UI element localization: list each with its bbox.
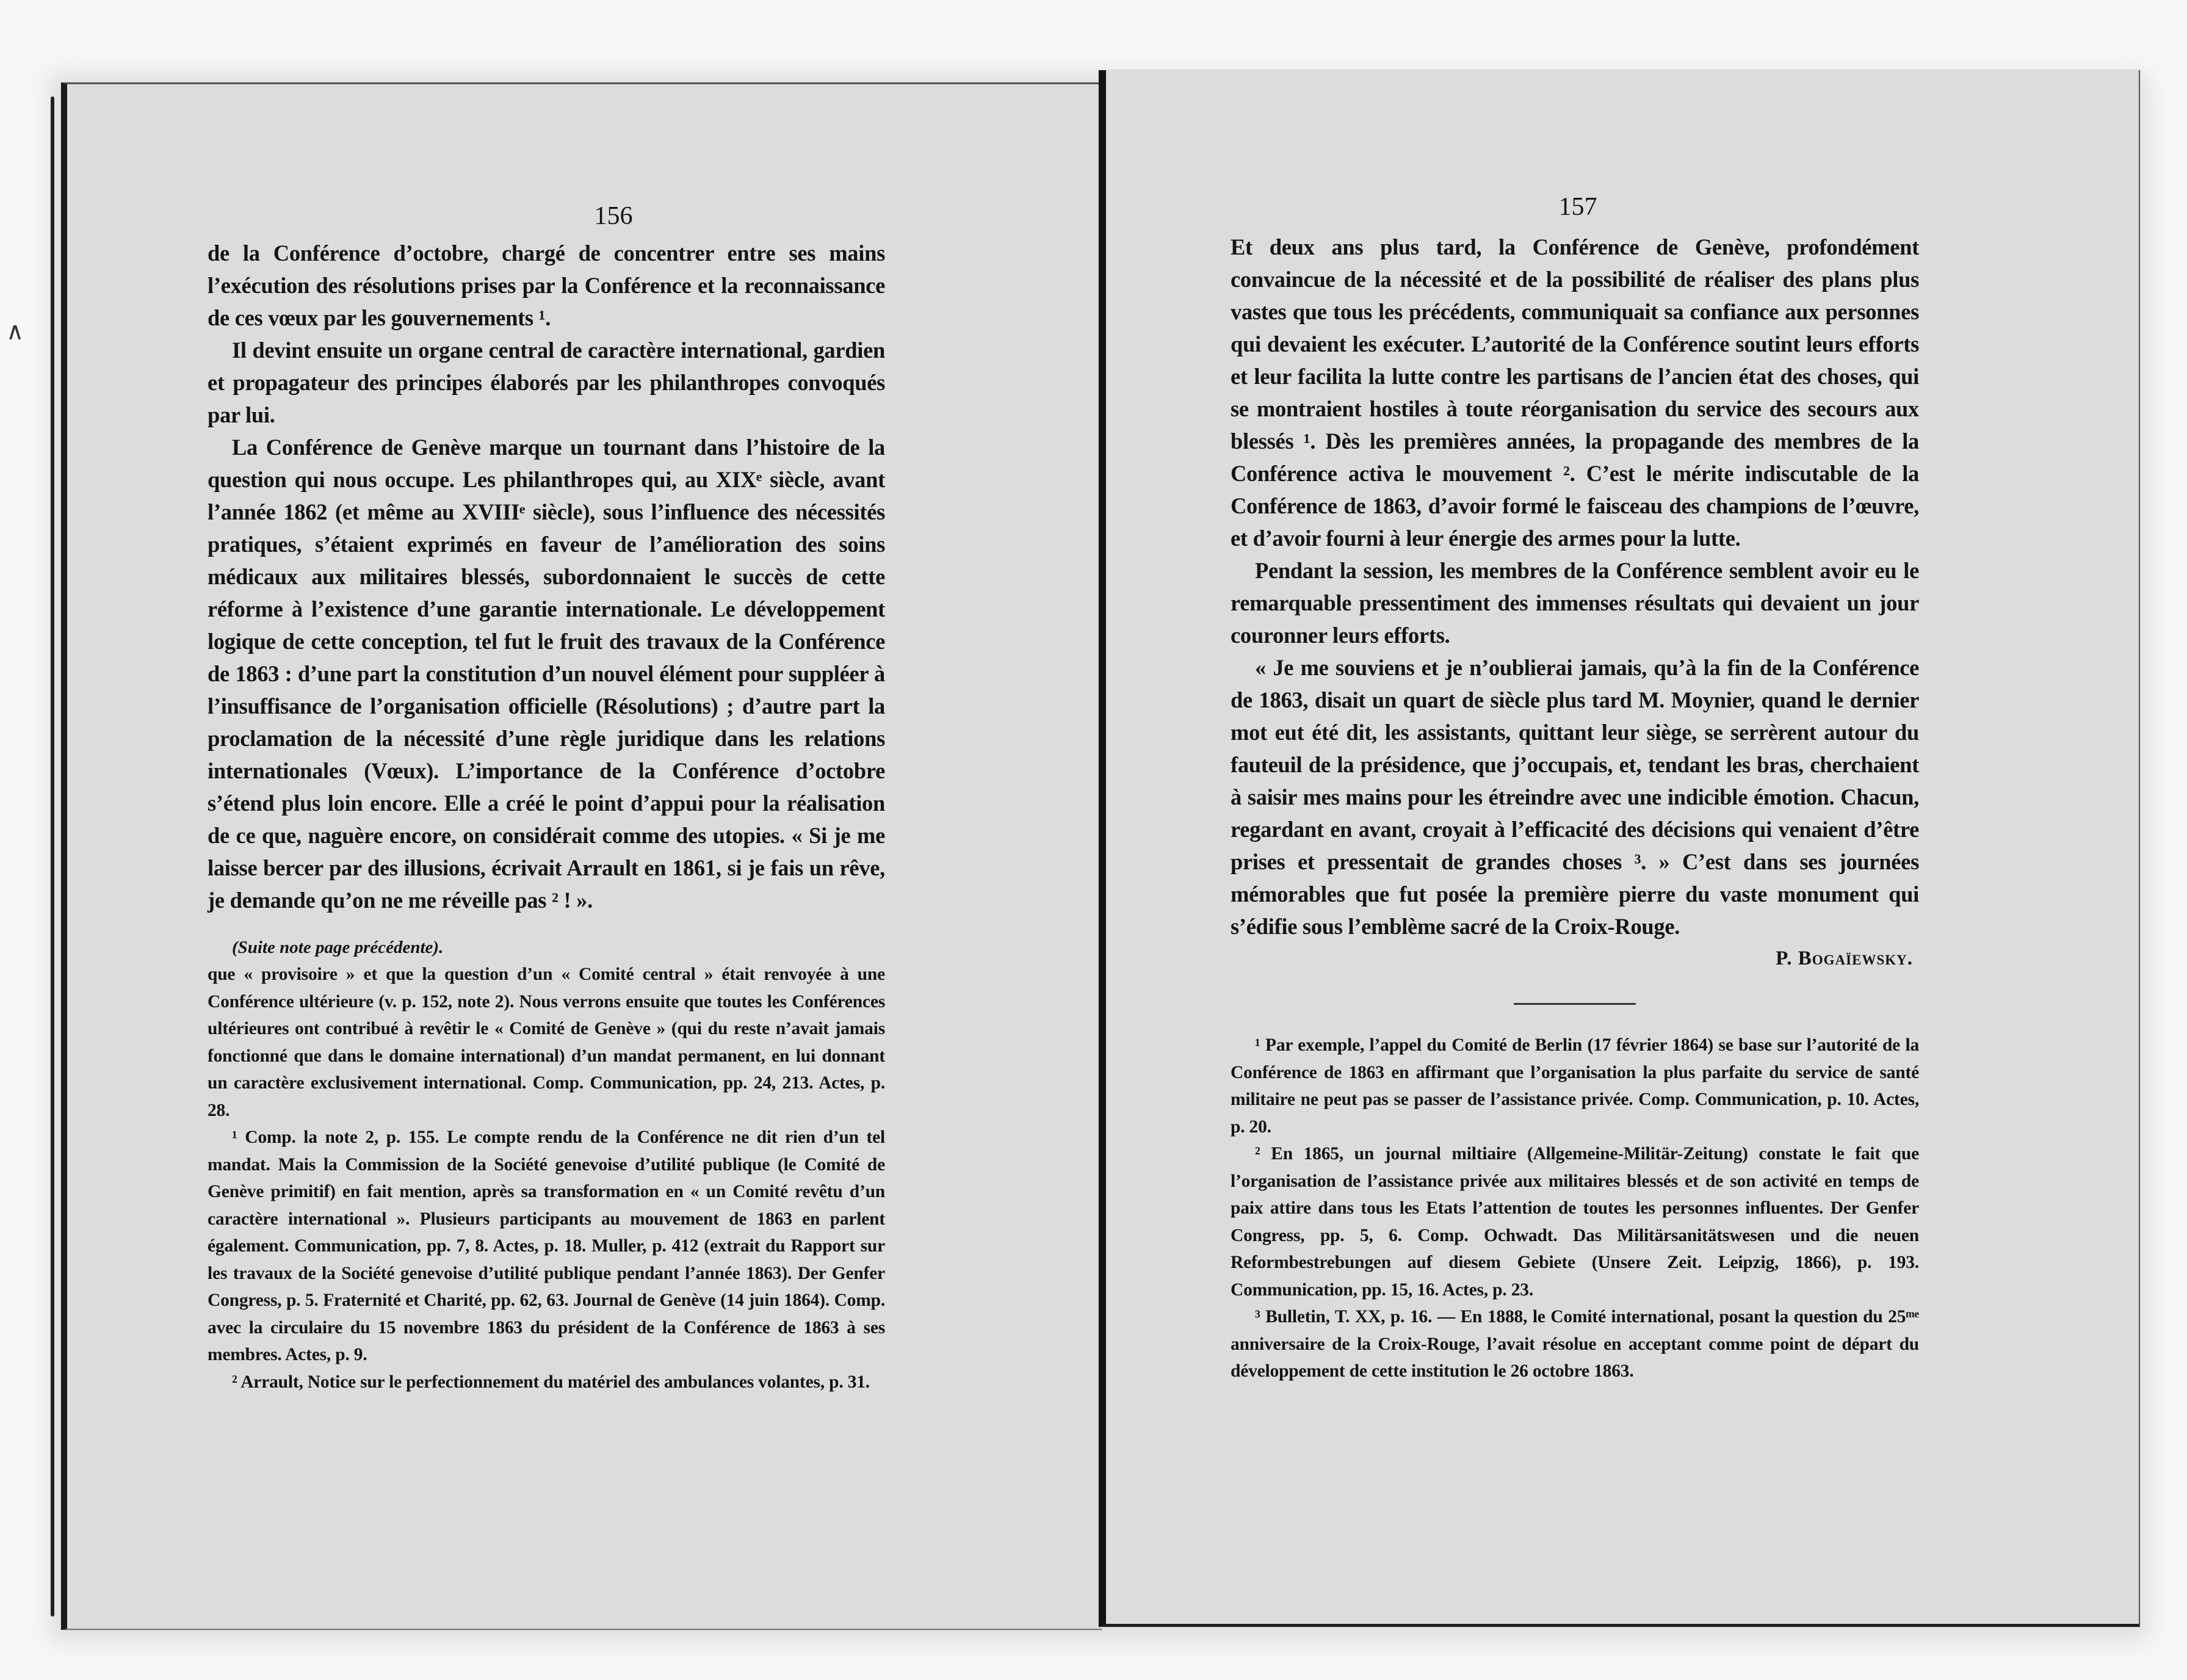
left-body [208, 237, 885, 916]
right-note-3: ³ Bulletin, T. XX, p. 16. — En 1888, le Comité international, posant la question du 25ᵐᵉ anniversaire de la Croix-Rouge, l’avait résolue en acceptant comme point de départ du développement de cette institution le 26 octobre 1863. [1231, 1307, 1919, 1381]
right-body [1231, 231, 1919, 970]
right-page-number: 157 [1558, 193, 1597, 221]
left-page-number: 156 [594, 202, 633, 230]
right-footnotes [1231, 1032, 1919, 1385]
right-paragraph-3: « Je me souviens et je n’oublierai jamais, qu’à la fin de la Conférence de 1863, disait un quart de siècle plus tard M. Moynier, quand le dernier mot eut été dit, les assistants, quittant leur siège, se serrèrent autour du fauteuil de la présidence, que j’occupais, et, tendant les bras, cherchaient à saisir mes mains pour les étreindre avec une indicible émotion. Chacun, regardant en avant, croyait à l’efficacité des décisions qui venaient d’être prises et pressentait de grandes choses ³. » C’est dans ses journées mémorables que fut posée la première pierre du vaste monument qui s’édifie sous l’emblème sacré de la Croix-Rouge. [1231, 655, 1919, 939]
right-note-1: ¹ Par exemple, l’appel du Comité de Berlin (17 février 1864) se base sur l’autorité de la Conférence de 1863 en affirmant que l’organisation la plus parfaite du service de santé militaire ne peut pas se passer de l’assistance privée. Comp. Communication, p. 10. Actes, p. 20. [1231, 1035, 1919, 1137]
notes-continuation-heading: (Suite note page précédente). [232, 938, 444, 957]
author-signature: P. Bogaïewsky. [1776, 947, 1913, 969]
right-note-2: ² En 1865, un journal miltiaire (Allgemeine-Militär-Zeitung) constate le fait que l’organisation de l’assistance privée aux militaires blessés et de son activité en temps de paix attire dans tous les Etats l’attention de toutes les personnes influentes. Der Genfer Congress, pp. 5, 6. Comp. Ochwadt. Das Militärsanitätswesen und die neuen Reformbestrebungen auf diesem Gebiete (Unsere Zeit. Leipzig, 1866), p. 193. Communication, pp. 15, 16. Actes, p. 23. [1231, 1144, 1919, 1300]
right-paragraph-1: Et deux ans plus tard, la Conférence de Genève, profondément convaincue de la nécessité et de la possibilité de réaliser des plans plus vastes que tous les précédents, communiquait sa confiance aux personnes qui devaient les exécuter. L’autorité de la Conférence soutint leurs efforts et leur facilita la lutte contre les partisans de l’ancien état des choses, qui se montraient hostiles à toute réorganisation du service des secours aux blessés ¹. Dès les premières années, la propagande des membres de la Conférence activa le mouvement ². C’est le mérite indiscutable de la Conférence de 1863, d’avoir formé le faisceau des champions de l’œuvre, et d’avoir fourni à leur énergie des armes pour la lutte. [1231, 234, 1919, 551]
footnote-divider [1514, 1003, 1636, 1005]
margin-mark-icon: ∧ [6, 317, 24, 346]
left-note-1: ¹ Comp. la note 2, p. 155. Le compte rendu de la Conférence ne dit rien d’un tel mandat. Mais la Commission de la Société genevoise d’utilité publique (le Comité de Genève primitif) en fait mention, après sa transformation en « un Comité revêtu d’un caractère international ». Plusieurs participants au mouvement de 1863 en parlent également. Communication, pp. 7, 8. Actes, p. 18. Muller, p. 412 (extrait du Rapport sur les travaux de la Société genevoise d’utilité publique pendant l’année 1863). Der Genfer Congress, p. 5. Fraternité et Charité, pp. 62, 63. Journal de Genève (14 juin 1864). Comp. avec la circulaire du 15 novembre 1863 du président de la Conférence de 1863 à ses membres. Actes, p. 9. [208, 1128, 885, 1364]
left-footnotes [208, 934, 885, 1396]
right-paragraph-2: Pendant la session, les membres de la Conférence semblent avoir eu le remarquable pressentiment des immenses résultats qui devaient un jour couronner leurs efforts. [1231, 558, 1919, 648]
left-note-2: ² Arrault, Notice sur le perfectionnement du matériel des ambulances volantes, p. 31. [232, 1372, 870, 1392]
left-paragraph-3: La Conférence de Genève marque un tournant dans l’histoire de la question qui nous occupe. Les philanthropes qui, au XIXᵉ siècle, avant l’année 1862 (et même au XVIIIᵉ siècle), sous l’influence des nécessités pratiques, s’étaient exprimés en faveur de l’amélioration des soins médicaux aux militaires blessés, subordonnaient le succès de cette réforme à l’existence d’une garantie internationale. Le développement logique de cette conception, tel fut le fruit des travaux de la Conférence de 1863 : d’une part la constitution d’un nouvel élément pour suppléer à l’insuffisance de l’organisation officielle (Résolutions) ; d’autre part la proclamation de la nécessité d’une règle juridique dans les relations internationales (Vœux). L’importance de la Conférence d’octobre s’étend plus loin encore. Elle a créé le point d’appui pour la réalisation de ce que, naguère encore, on considérait comme des utopies. « Si je me laisse bercer par des illusions, écrivait Arrault en 1861, si je fais un rêve, je demande qu’on ne me réveille pas ² ! ». [208, 435, 885, 913]
left-paragraph-1: de la Conférence d’octobre, chargé de concentrer entre ses mains l’exécution des résolutions prises par la Conférence et la reconnaissance de ces vœux par les gouvernements ¹. [208, 241, 885, 330]
left-note-continued: que « provisoire » et que la question d’un « Comité central » était renvoyée à une Conférence ultérieure (v. p. 152, note 2). Nous verrons ensuite que toutes les Conférences ultérieures ont contribué à revêtir le « Comité de Genève » (qui du reste n’avait jamais fonctionné que dans le domaine international) d’un mandat permanent, en lui donnant un caractère exclusivement international. Comp. Communication, pp. 24, 213. Actes, p. 28. [208, 965, 885, 1120]
left-paragraph-2: Il devint ensuite un organe central de caractère international, gardien et propagateur des principes élaborés par les philanthropes convoqués par lui. [208, 338, 885, 427]
